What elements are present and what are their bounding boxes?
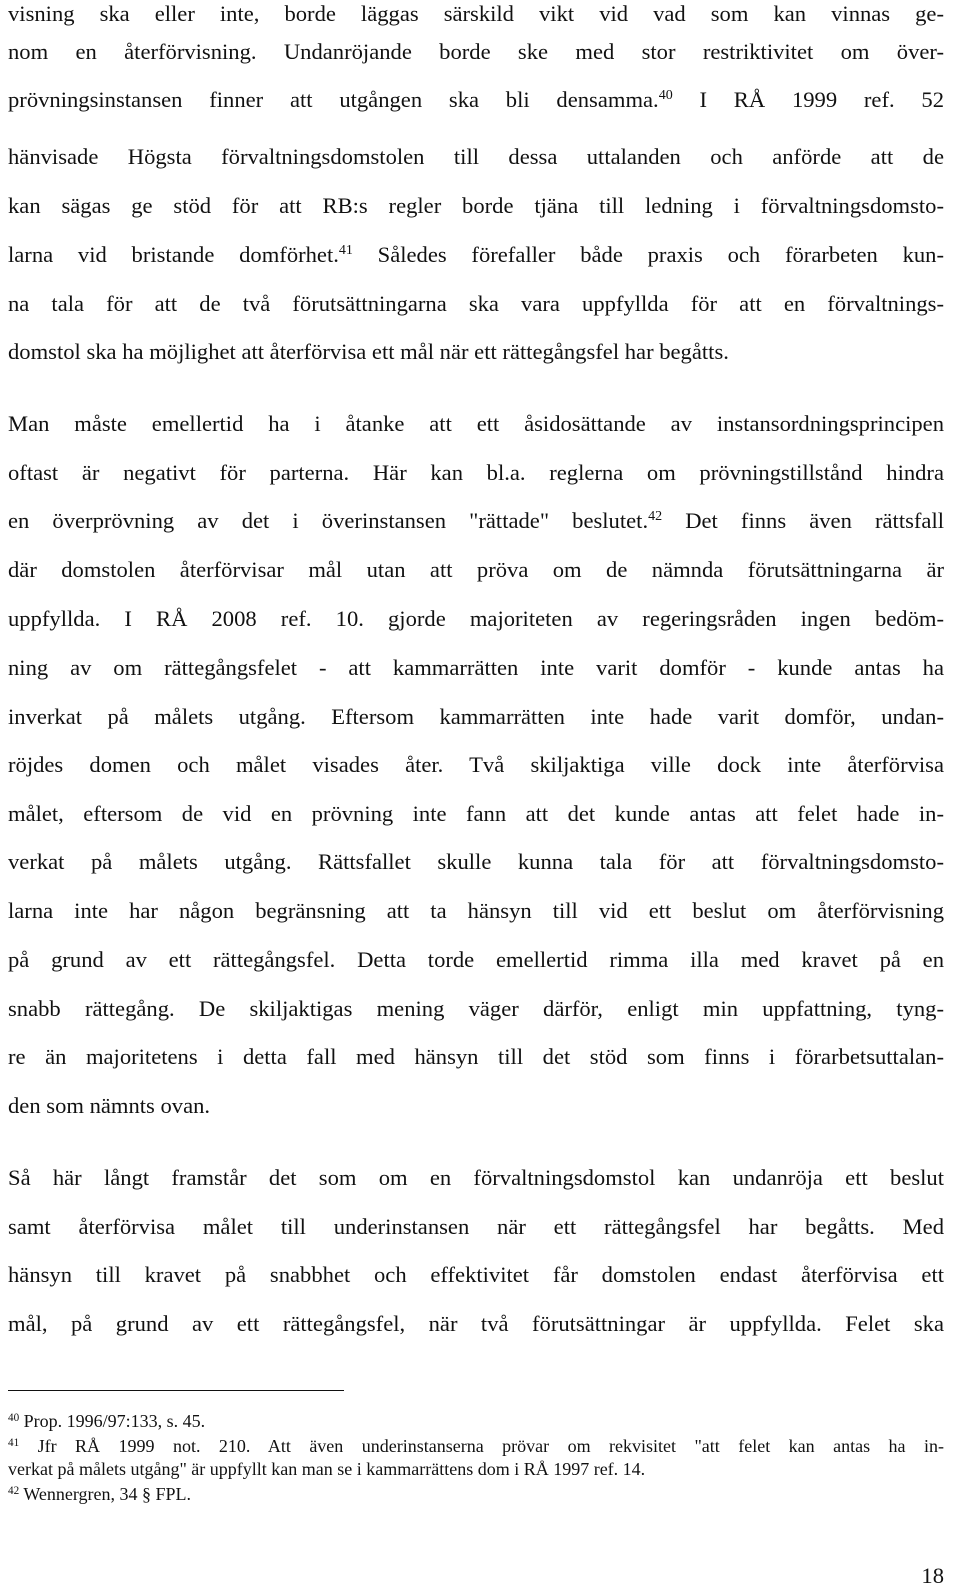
- text-line: larna vid bristande domförhet.$^{41}$ Således förefaller både praxis och förarbeten kun-: [8, 242, 944, 267]
- text-line: kan sägas ge stöd för att RB:s regler borde tjäna till ledning i förvaltningsdomsto-: [8, 193, 944, 218]
- text-line: larna inte har någon begränsning att ta hänsyn till vid ett beslut om återförvisning: [8, 898, 944, 923]
- text-line: verkat på målets utgång. Rättsfallet skulle kunna tala för att förvaltningsdomsto-: [8, 849, 944, 874]
- text-line: na tala för att de två förutsättningarna ska vara uppfyllda för att en förvaltnings-: [8, 291, 944, 316]
- text-line: inverkat på målets utgång. Eftersom kammarrätten inte hade varit domför, undan-: [8, 704, 944, 729]
- text-line: Så här långt framstår det som om en förvaltningsdomstol kan undanröja ett beslut: [8, 1165, 944, 1190]
- text-line: visning ska eller inte, borde läggas särskild vikt vid vad som kan vinnas ge-: [8, 1, 944, 26]
- footnote-42: $^{42}$ Wennergren, 34 § FPL.: [8, 1484, 192, 1504]
- text-line: målet, eftersom de vid en prövning inte fann att det kunde antas att felet hade in-: [8, 801, 944, 826]
- text-line: domstol ska ha möjlighet att återförvisa ett mål när ett rättegångsfel har begåtts.: [8, 339, 729, 364]
- text-line: på grund av ett rättegångsfel. Detta torde emellertid rimma illa med kravet på en: [8, 947, 944, 972]
- text-line: en överprövning av det i överinstansen "rättade" beslutet.$^{42}$ Det finns även rättsfall: [8, 508, 944, 533]
- text-line: ning av om rättegångsfelet - att kammarrätten inte varit domför - kunde antas ha: [8, 655, 944, 680]
- footnote-ref-42[interactable]: 42: [648, 509, 663, 525]
- text-line: Man måste emellertid ha i åtanke att ett åsidosättande av instansordningsprincipen: [8, 411, 944, 436]
- footnote-ref-40[interactable]: 40: [658, 88, 673, 104]
- footnote-ref-41[interactable]: 41: [338, 243, 353, 259]
- text-line: samt återförvisa målet till underinstansen när ett rättegångsfel har begåtts. Med: [8, 1214, 944, 1239]
- text-line: röjdes domen och målet visades åter. Två skiljaktiga ville dock inte återförvisa: [8, 752, 944, 777]
- text-line: hänsyn till kravet på snabbhet och effektivitet får domstolen endast återförvisa ett: [8, 1262, 944, 1287]
- text-line: den som nämnts ovan.: [8, 1093, 211, 1118]
- footnote-separator: [8, 1390, 344, 1391]
- text-line: prövningsinstansen finner att utgången ska bli densamma.$^{40}$ I RÅ 1999 ref. 52: [8, 87, 944, 112]
- text-line: där domstolen återförvisar mål utan att pröva om de nämnda förutsättningarna är: [8, 557, 944, 582]
- footnote-40: $^{40}$ Prop. 1996/97:133, s. 45.: [8, 1411, 206, 1431]
- text-line: re än majoritetens i detta fall med hänsyn till det stöd som finns i förarbetsuttalan-: [8, 1044, 944, 1069]
- text-line: uppfyllda. I RÅ 2008 ref. 10. gjorde majoriteten av regeringsråden ingen bedöm-: [8, 606, 944, 631]
- text-line: snabb rättegång. De skiljaktigas mening väger därför, enligt min uppfattning, tyng-: [8, 996, 944, 1021]
- text-line: hänvisade Högsta förvaltningsdomstolen till dessa uttalanden och anförde att de: [8, 144, 944, 169]
- footnote-41: $^{41}$ Jfr RÅ 1999 not. 210. Att även underinstanserna prövar om rekvisitet "att felet kan antas ha in-: [8, 1436, 944, 1456]
- page-number: 18: [921, 1563, 944, 1588]
- footnote-41-continued: verkat på målets utgång" är uppfyllt kan man se i kammarrättens dom i RÅ 1997 ref. 14.: [8, 1459, 646, 1479]
- text-line: mål, på grund av ett rättegångsfel, när två förutsättningar är uppfyllda. Felet ska: [8, 1311, 944, 1336]
- text-line: nom en återförvisning. Undanröjande borde ske med stor restriktivitet om över-: [8, 39, 944, 64]
- text-line: oftast är negativt för parterna. Här kan bl.a. reglerna om prövningstillstånd hindra: [8, 460, 944, 485]
